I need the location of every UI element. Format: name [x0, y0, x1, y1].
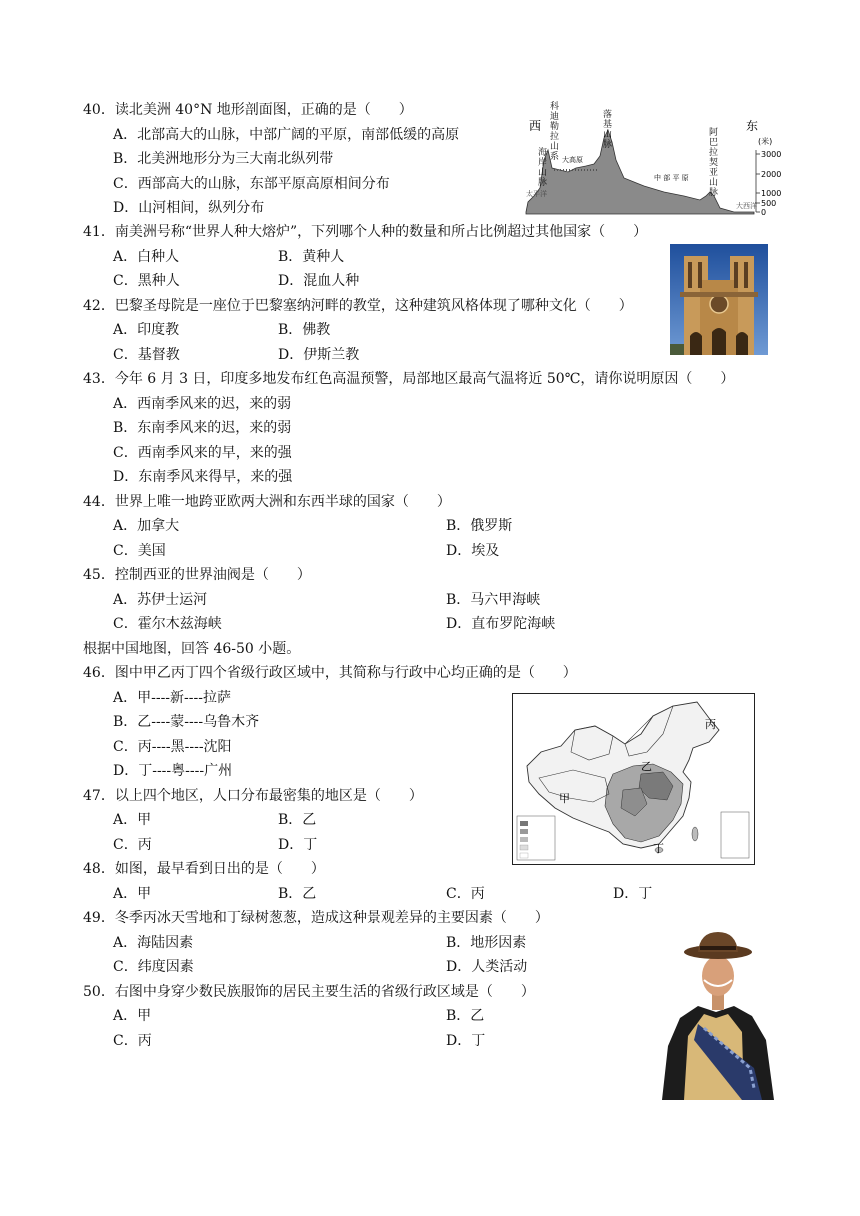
q44-option-a[interactable]: A．加拿大	[113, 518, 180, 534]
q43-option-d[interactable]: D．东南季风来得早，来的强	[113, 469, 293, 485]
q43-option-a[interactable]: A．西南季风来的迟，来的弱	[113, 396, 292, 412]
q45-option-c[interactable]: C．霍尔木兹海峡	[113, 616, 222, 632]
q47-option-b[interactable]: B．乙	[278, 812, 317, 828]
plateau-label: 大高原	[562, 156, 583, 164]
q41-option-c[interactable]: C．黑种人	[113, 273, 180, 289]
q46-option-c[interactable]: C．丙----黑----沈阳	[113, 739, 232, 755]
q45-option-a[interactable]: A．苏伊士运河	[113, 592, 208, 608]
q44-option-d[interactable]: D．埃及	[446, 543, 500, 559]
q43-option-c[interactable]: C．西南季风来的早，来的强	[113, 445, 292, 461]
q49-option-a[interactable]: A．海陆因素	[113, 935, 194, 951]
q50-option-d[interactable]: D．丁	[446, 1033, 486, 1049]
q40-option-a[interactable]: A．北部高大的山脉，中部广阔的平原，南部低缓的高原	[113, 127, 460, 143]
question-45-stem: 45．控制西亚的世界油阀是（ ）	[83, 567, 311, 583]
central-plain-label: 中 部 平 原	[654, 174, 689, 182]
pacific-label: 太平洋	[526, 190, 547, 198]
q42-option-d[interactable]: D．伊斯兰教	[278, 347, 360, 363]
north-america-profile-figure	[524, 100, 784, 220]
q46-option-b[interactable]: B．乙----蒙----乌鲁木齐	[113, 714, 260, 730]
notre-dame-photo	[670, 244, 768, 355]
q40-option-d[interactable]: D．山河相间，纵列分布	[113, 200, 265, 216]
q41-option-a[interactable]: A．白种人	[113, 249, 180, 265]
atlantic-label: 大西洋	[736, 202, 757, 210]
q48-option-c[interactable]: C．丙	[446, 886, 485, 902]
map-label-yi: 乙	[641, 760, 652, 773]
coast-range-label: 海岸山脉	[538, 148, 548, 188]
q50-option-c[interactable]: C．丙	[113, 1033, 152, 1049]
q40-option-b[interactable]: B．北美洲地形分为三大南北纵列带	[113, 151, 334, 167]
q40-option-c[interactable]: C．西部高大的山脉，东部平原高原相间分布	[113, 176, 390, 192]
q50-option-a[interactable]: A．甲	[113, 1008, 152, 1024]
tick-0: 0	[761, 208, 767, 217]
q46-option-d[interactable]: D．丁----粤----广州	[113, 763, 233, 779]
question-43-stem: 43．今年 6 月 3 日，印度多地发布红色高温预警，局部地区最高气温将近 50℃，请你说明原因（ ）	[83, 371, 735, 387]
tick-2000: 2000	[761, 170, 782, 179]
q45-option-b[interactable]: B．马六甲海峡	[446, 592, 541, 608]
question-47-stem: 47．以上四个地区，人口分布最密集的地区是（ ）	[83, 788, 423, 804]
tick-3000: 3000	[761, 150, 782, 159]
q43-option-b[interactable]: B．东南季风来的迟，来的弱	[113, 420, 292, 436]
q44-option-b[interactable]: B．俄罗斯	[446, 518, 513, 534]
map-section-intro: 根据中国地图，回答 46-50 小题。	[83, 641, 301, 657]
question-42-stem: 42．巴黎圣母院是一座位于巴黎塞纳河畔的教堂，这种建筑风格体现了哪种文化（ ）	[83, 298, 633, 314]
profile-east-label: 东	[746, 119, 759, 133]
q45-option-d[interactable]: D．直布罗陀海峡	[446, 616, 556, 632]
appalachian-label: 阿巴拉契亚山脉	[709, 128, 719, 198]
tick-1000: 1000	[761, 189, 782, 198]
q44-option-c[interactable]: C．美国	[113, 543, 166, 559]
q50-option-b[interactable]: B．乙	[446, 1008, 485, 1024]
q41-option-d[interactable]: D．混血人种	[278, 273, 360, 289]
q48-option-b[interactable]: B．乙	[278, 886, 317, 902]
q48-option-d[interactable]: D．丁	[613, 886, 653, 902]
profile-unit-label: (米)	[758, 137, 773, 146]
q48-option-a[interactable]: A．甲	[113, 886, 152, 902]
q49-option-c[interactable]: C．纬度因素	[113, 959, 194, 975]
question-44-stem: 44．世界上唯一地跨亚欧两大洲和东西半球的国家（ ）	[83, 494, 451, 510]
q46-option-a[interactable]: A．甲----新----拉萨	[113, 690, 231, 706]
question-41-stem: 41．南美洲号称“世界人种大熔炉”，下列哪个人种的数量和所占比例超过其他国家（ ）	[83, 224, 648, 240]
tick-500: 500	[761, 199, 777, 208]
q47-option-a[interactable]: A．甲	[113, 812, 152, 828]
q42-option-a[interactable]: A．印度教	[113, 322, 180, 338]
question-50-stem: 50．右图中身穿少数民族服饰的居民主要生活的省级行政区域是（ ）	[83, 984, 535, 1000]
q49-option-d[interactable]: D．人类活动	[446, 959, 528, 975]
question-49-stem: 49．冬季丙冰天雪地和丁绿树葱葱，造成这种景观差异的主要因素（ ）	[83, 910, 549, 926]
china-map-figure	[512, 693, 755, 865]
cordillera-label: 科迪勒拉山系	[550, 102, 560, 162]
question-40-stem: 40．读北美洲 40°N 地形剖面图，正确的是（ ）	[83, 102, 413, 118]
map-label-ding: 丁	[653, 842, 664, 855]
map-label-jia: 甲	[559, 792, 570, 805]
rocky-mountains-label: 落基山脉	[603, 110, 613, 150]
q49-option-b[interactable]: B．地形因素	[446, 935, 527, 951]
q47-option-c[interactable]: C．丙	[113, 837, 152, 853]
ethnic-costume-person-photo	[658, 928, 776, 1100]
q42-option-c[interactable]: C．基督教	[113, 347, 180, 363]
q47-option-d[interactable]: D．丁	[278, 837, 318, 853]
q41-option-b[interactable]: B．黄种人	[278, 249, 345, 265]
question-48-stem: 48．如图，最早看到日出的是（ ）	[83, 861, 325, 877]
question-46-stem: 46．图中甲乙丙丁四个省级行政区域中，其简称与行政中心均正确的是（ ）	[83, 665, 577, 681]
profile-west-label: 西	[529, 119, 542, 133]
q42-option-b[interactable]: B．佛教	[278, 322, 331, 338]
map-label-bing: 丙	[705, 718, 716, 731]
